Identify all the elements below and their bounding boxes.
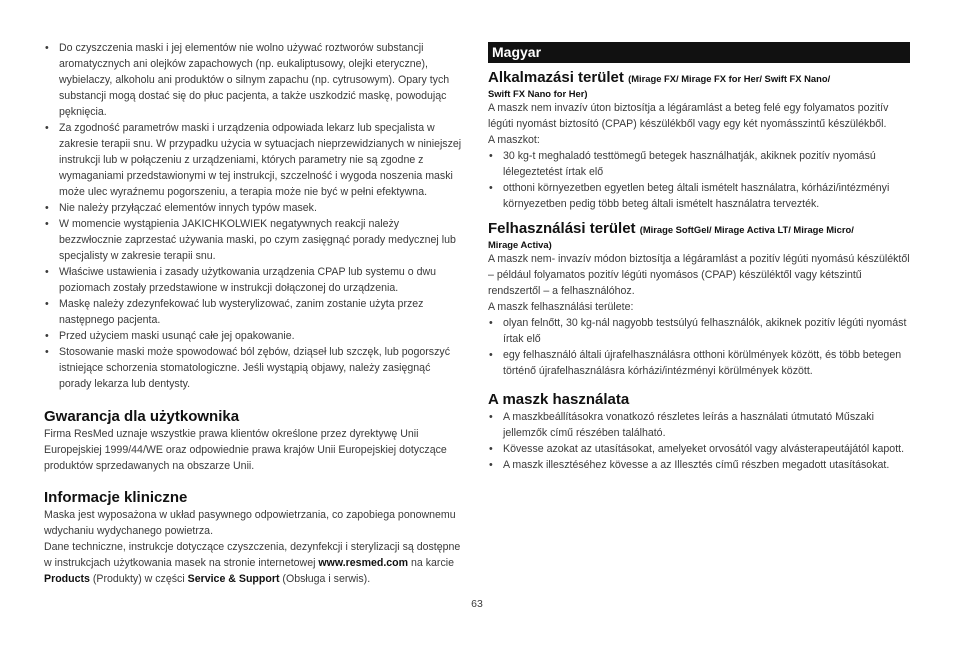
usage-heading: A maszk használata [488,391,630,408]
list-item: • Stosowanie maski może spowodować ból zębów, dziąseł lub szczęk, lub pogorszyć istniejące schorzenia stomatologiczne. Jeśli wystąpią objawy, należy zasięgnąć porady lekarza lub dentysty. [45,346,450,390]
warnings-list [44,40,464,392]
products-label: Products [44,573,90,585]
warranty-heading: Gwarancja dla użytkownika [44,408,240,425]
usage-list [488,409,910,473]
use-lead: A maszk felhasználási területe: [488,301,634,313]
clinical-text-2: Dane techniczne, instrukcje dotyczące czyszczenia, dezynfekcji i sterylizacji są dostępne w instrukcjach użytkowania masek na stronie internetowej www.resmed.com na karcie Products (Produkty) w części Service & Support (Obsługa i serwis). [44,541,461,585]
left-column [44,40,464,587]
intended-list [488,148,910,212]
use-heading: Felhasználási terület (Mirage SoftGel/ Mirage Activa LT/ Mirage Micro/ [488,220,854,237]
intended-text: A maszk nem invazív úton biztosítja a légáramlást a beteg felé egy folyamatos pozitív légúti nyomást biztosító (CPAP) készülékből vagy egy két nyomásszintű készülékből. [488,102,889,130]
list-item: • Do czyszczenia maski i jej elementów nie wolno używać roztworów substancji aromatycznych ani olejków zapachowych (np. eukaliptusowy, olejki eteryczne), wybielaczy, alkoholu ani produktów o silnym zapachu (np. cytrusowym). Opary tych substancji mogą dostać się do płuc pacjenta, a także uszkodzić maskę, powodując pęknięcia. [45,42,450,118]
list-item: • otthoni környezetben egyetlen beteg általi ismételt használatra, kórházi/intézményi környezetben pedig több beteg általi ismételt használatra tervezték. [489,182,890,210]
resmed-link[interactable]: www.resmed.com [318,557,409,569]
list-item: • 30 kg-t meghaladó testtömegű betegek használhatják, akiknek pozitív nyomású lélegeztetést írtak elő [489,150,876,178]
service-support-label: Service & Support [187,573,280,585]
list-item: • Za zgodność parametrów maski i urządzenia odpowiada lekarz lub specjalista w zakresie terapii snu. W przypadku użycia w sytuacjach nieprzewidzianych w niniejszej instrukcji lub w połączeniu z urządzeniami, których parametry nie są zgodne z wymaganiami przedstawionymi w tej instrukcji, szczelność i wygoda noszenia maski może ulec wyraźnemu pogorszeniu, a terapia może nie być w pełni efektywna. [45,122,462,198]
use-models-cont: Mirage Activa) [488,239,552,250]
page-number: 63 [471,598,483,610]
use-list [488,315,910,379]
list-item: • W momencie wystąpienia JAKICHKOLWIEK negatywnych reakcji należy bezzwłocznie zaprzestać używania maski, po czym zasięgnąć porady medycznej lub specjalisty w zakresie terapii snu. [45,218,456,262]
list-item: • A maszk illesztéséhez kövesse a az Illesztés című részben megadott utasításokat. [489,459,890,471]
intended-models-cont: Swift FX Nano for Her) [488,88,588,99]
list-item: • Kövesse azokat az utasításokat, amelyeket orvosától vagy alvásterapeutájától kapott. [489,443,905,455]
warranty-text: Firma ResMed uznaje wszystkie prawa klientów określone przez dyrektywę Unii Europejskiej 1999/44/WE oraz odpowiednie prawa krajów Unii Europejskiej dotyczące produktów sprzedawanych na obszarze Unii. [44,428,447,472]
intended-heading: Alkalmazási terület (Mirage FX/ Mirage FX for Her/ Swift FX Nano/ [488,69,831,86]
list-item: • A maszkbeállításokra vonatkozó részletes leírás a használati útmutató Műszaki jellemzők című részében található. [489,411,874,439]
list-item: • olyan felnőtt, 30 kg-nál nagyobb testsúlyú felhasználók, akiknek pozitív légúti nyomást írtak elő [489,317,907,345]
use-text: A maszk nem- invazív módon biztosítja a légáramlást a pozitív légúti nyomású készüléktől – például folyamatos pozitív légúti nyomásos (CPAP) készüléktől vagy kétszintű rendszertől – a felhasználóhoz. [488,253,910,297]
clinical-heading: Informacje kliniczne [44,489,188,506]
list-item: • egy felhasználó általi újrafelhasználásra otthoni körülmények között, és több betegen történő újrafelhasználásra kórházi/intézményi körülmények között. [489,349,902,377]
list-item: • Właściwe ustawienia i zasady użytkowania urządzenia CPAP lub systemu o dwu poziomach zostały przedstawione w instrukcji dołączonej do urządzenia. [45,266,437,294]
right-column [488,40,910,473]
clinical-text-1: Maska jest wyposażona w układ pasywnego odpowietrzania, co zapobiega ponownemu wdychaniu wydychanego powietrza. [44,509,456,537]
list-item: • Nie należy przyłączać elementów innych typów masek. [45,202,317,214]
language-banner: Magyar [488,42,910,63]
list-item: • Przed użyciem maski usunąć całe jej opakowanie. [45,330,295,342]
intended-lead: A maszkot: [488,134,540,146]
list-item: • Maskę należy zdezynfekować lub wysterylizować, zanim zostanie użyta przez następnego pacjenta. [45,298,424,326]
